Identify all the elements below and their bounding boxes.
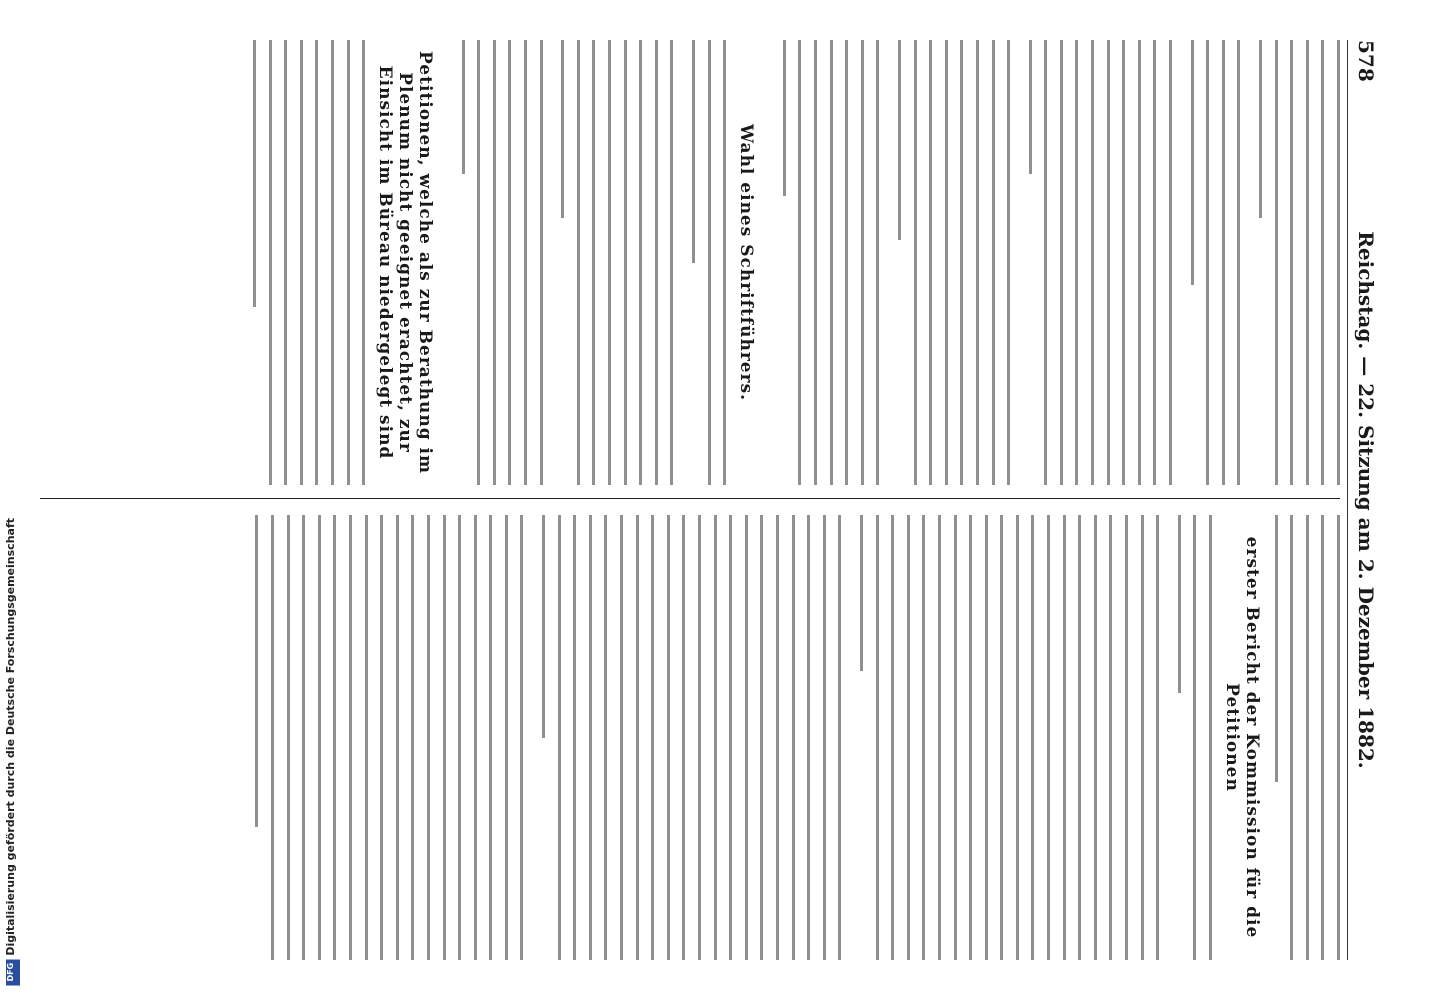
text-line [315,40,318,485]
text-line [636,515,639,960]
text-line [521,515,524,960]
text-line [524,40,527,485]
text-line [1094,515,1097,960]
text-line [1156,515,1159,960]
text-line [682,515,685,960]
text-line [954,515,957,960]
text-line [698,515,701,960]
text-line [823,515,826,960]
text-line [639,40,642,485]
text-line [792,515,795,960]
text-line [1060,40,1063,485]
text-line [396,515,399,960]
text-line [783,40,786,196]
text-line [380,515,383,960]
page-number: 578 [1354,40,1378,82]
text-line [898,40,901,240]
text-line [493,40,496,485]
text-line [945,40,948,485]
footer-text: Digitalisierung gefördert durch die Deutsche Forschungsgemeinschaft [4,518,17,957]
text-line [708,40,711,485]
text-line [1047,515,1050,960]
text-line [347,40,350,485]
text-line [1016,515,1019,960]
text-line [1209,515,1212,960]
text-line [489,515,492,960]
text-line [427,515,430,960]
text-line [1063,515,1066,960]
text-line [1290,40,1293,485]
text-line [692,40,695,263]
text-line [1193,515,1196,960]
text-line [1107,40,1110,485]
text-line [1206,40,1209,485]
text-line [604,515,607,960]
text-line [592,40,595,485]
text-line [608,40,611,485]
text-line [302,515,305,960]
section-heading: Wahl eines Schriftführers. [736,123,757,402]
text-line [561,40,564,218]
text-line [876,515,879,960]
text-line [960,40,963,485]
text-line [992,40,995,485]
text-line [474,515,477,960]
text-line [318,515,321,960]
text-line [723,40,726,485]
text-line [477,40,480,485]
section-heading: Petitionen, welche als zur Berathung im Plenum nicht geeignet erachtet, zur Einsicht im Büreau niedergelegt sind [375,50,436,475]
text-line [1122,40,1125,485]
text-line [891,515,894,960]
text-line [1321,40,1324,485]
column-divider [40,498,1340,499]
page-header [1347,40,1378,960]
text-line [1007,40,1010,485]
text-line [271,515,274,960]
text-line [876,40,879,485]
text-line [1237,40,1240,485]
text-line [655,40,658,485]
text-line [1306,515,1309,960]
text-line [760,515,763,960]
text-line [714,515,717,960]
text-line [969,515,972,960]
text-line [1191,40,1194,285]
text-line [1032,515,1035,960]
text-line [729,515,732,960]
text-line [458,515,461,960]
text-line [589,515,592,960]
text-line [1138,40,1141,485]
text-line [1044,40,1047,485]
right-column [30,515,1340,960]
text-line [985,515,988,960]
text-line [860,515,863,671]
text-line [1091,40,1094,485]
text-line [620,515,623,960]
text-line [1078,515,1081,960]
text-line [814,40,817,485]
text-line [300,40,303,485]
text-line [1178,515,1181,693]
text-line [1306,40,1309,485]
text-line [1169,40,1172,485]
text-line [505,515,508,960]
text-line [745,515,748,960]
text-line [333,515,336,960]
text-line [1076,40,1079,485]
text-line [362,40,365,485]
text-line [907,515,910,960]
text-line [922,515,925,960]
text-line [667,515,670,960]
text-line [776,515,779,960]
text-line [287,515,290,960]
text-line [573,515,576,960]
text-line [651,515,654,960]
text-line [1275,515,1278,782]
text-line [914,40,917,485]
text-line [624,40,627,485]
text-line [462,40,465,174]
text-line [1141,515,1144,960]
left-column [30,40,1340,485]
text-line [976,40,979,485]
page-title: Reichstag. — 22. Sitzung am 2. Dezember 1882. [1354,231,1378,769]
footer-credit [4,518,20,990]
section-heading: erster Bericht der Kommission für die Petitionen [1222,536,1263,939]
text-line [1029,40,1032,174]
text-line [558,515,561,960]
text-line [861,40,864,485]
text-line [1337,40,1340,485]
text-line [1109,515,1112,960]
text-line [1275,40,1278,485]
text-line [1125,515,1128,960]
text-line [255,515,258,827]
text-line [349,515,352,960]
text-line [670,40,673,485]
dfg-logo: DFG [6,960,20,986]
text-line [540,40,543,485]
text-line [1321,515,1324,960]
text-line [365,515,368,960]
text-line [845,40,848,485]
text-line [284,40,287,485]
text-line [1337,515,1340,960]
text-line [253,40,256,307]
text-line [269,40,272,485]
text-line [509,40,512,485]
text-line [1290,515,1293,960]
text-line [1000,515,1003,960]
text-line [807,515,810,960]
text-line [929,40,932,485]
text-line [1153,40,1156,485]
text-line [577,40,580,485]
text-line [798,40,801,485]
text-line [443,515,446,960]
text-line [838,515,841,960]
text-line [938,515,941,960]
text-line [1222,40,1225,485]
text-line [411,515,414,960]
text-line [542,515,545,738]
text-line [830,40,833,485]
text-line [1259,40,1262,218]
text-line [331,40,334,485]
